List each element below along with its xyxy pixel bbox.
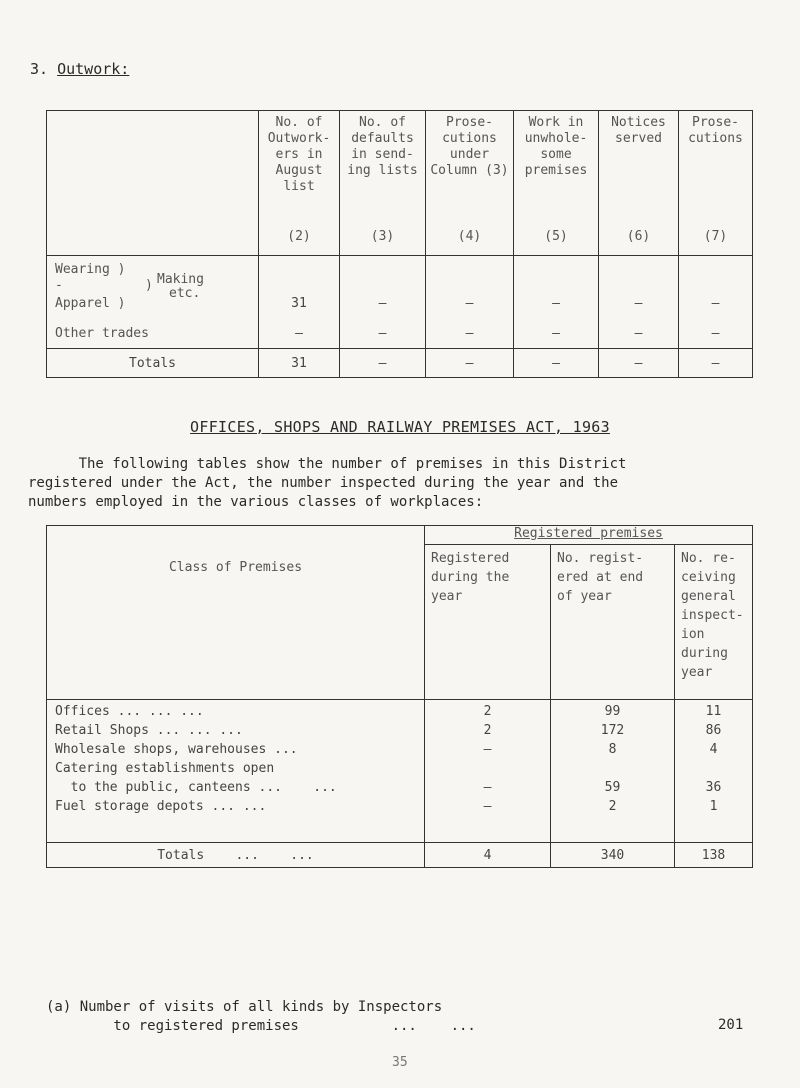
premises-class-labels	[47, 700, 425, 843]
outwork-totals-label: Totals	[47, 349, 259, 378]
outwork-table	[46, 110, 753, 378]
intro-line: numbers employed in the various classes of workplaces:	[28, 494, 484, 510]
premises-row-label: Catering establishments open	[55, 761, 275, 776]
intro-paragraph	[28, 455, 788, 512]
registered-at-end-header: No. regist- ered at end of year	[551, 545, 675, 700]
visits-line-1: (a) Number of visits of all kinds by Inspectors	[46, 999, 443, 1015]
visits-line-2: to registered premises ... ...	[46, 1018, 476, 1034]
section-title: Outwork:	[57, 60, 130, 78]
outwork-col-header: Prose- cutions under Column (3) (4)	[426, 111, 514, 256]
section-number: 3.	[30, 60, 49, 78]
outwork-corner-cell	[47, 111, 259, 256]
outwork-total-cell: 31	[259, 349, 340, 378]
visits-value: 201	[718, 1017, 744, 1033]
general-inspection-values: 11 86 4 36 1	[675, 700, 753, 843]
row-label-other-trades: Other trades	[55, 326, 149, 341]
outwork-col-header: Notices served (6)	[599, 111, 679, 256]
visits-note	[46, 998, 476, 1036]
row-label-making: Making	[157, 272, 204, 287]
outwork-cell: – –	[599, 256, 679, 349]
class-of-premises-header: Class of Premises	[47, 526, 425, 700]
outwork-total-cell: –	[426, 349, 514, 378]
outwork-total-cell: –	[514, 349, 599, 378]
premises-total-cell: 4	[425, 843, 551, 868]
act-title: OFFICES, SHOPS AND RAILWAY PREMISES ACT, 1963	[190, 418, 610, 436]
outwork-col-header: Prose- cutions (7)	[679, 111, 753, 256]
premises-table	[46, 525, 753, 868]
premises-total-cell: 138	[675, 843, 753, 868]
outwork-cell: 31 –	[259, 256, 340, 349]
row-label-bracket: )	[145, 278, 153, 293]
section-heading	[30, 60, 129, 78]
outwork-row-labels	[47, 256, 259, 349]
outwork-col-header: No. of Outwork- ers in August list (2)	[259, 111, 340, 256]
outwork-col-header: No. of defaults in send- ing lists (3)	[340, 111, 426, 256]
page-number: 35	[392, 1055, 408, 1070]
outwork-cell: – –	[340, 256, 426, 349]
row-label-wearing: Wearing )	[55, 262, 126, 277]
premises-row-label: Offices ... ... ...	[55, 704, 204, 719]
outwork-total-cell: –	[340, 349, 426, 378]
row-label-apparel: Apparel )	[55, 296, 126, 311]
intro-line: registered under the Act, the number inspected during the year and the	[28, 475, 619, 491]
row-label-etc: etc.	[169, 286, 201, 301]
registered-during-year-header: Registered during the year	[425, 545, 551, 700]
premises-totals-label: Totals ... ...	[47, 843, 425, 868]
outwork-cell: – –	[426, 256, 514, 349]
registered-during-year-values: 2 2 – – –	[425, 700, 551, 843]
registered-premises-header: Registered premises	[425, 526, 753, 545]
outwork-cell: – –	[679, 256, 753, 349]
premises-total-cell: 340	[551, 843, 675, 868]
premises-row-label: Fuel storage depots ... ...	[55, 799, 267, 814]
intro-line: The following tables show the number of premises in this District	[28, 456, 627, 472]
premises-row-label: to the public, canteens ... ...	[55, 780, 337, 795]
outwork-total-cell: –	[599, 349, 679, 378]
row-label-dash: -	[55, 278, 63, 293]
outwork-total-cell: –	[679, 349, 753, 378]
registered-at-end-values: 99 172 8 59 2	[551, 700, 675, 843]
premises-row-label: Wholesale shops, warehouses ...	[55, 742, 298, 757]
general-inspection-header: No. re- ceiving general inspect- ion during year	[675, 545, 753, 700]
premises-row-label: Retail Shops ... ... ...	[55, 723, 243, 738]
outwork-cell: – –	[514, 256, 599, 349]
outwork-col-header: Work in unwhole- some premises (5)	[514, 111, 599, 256]
